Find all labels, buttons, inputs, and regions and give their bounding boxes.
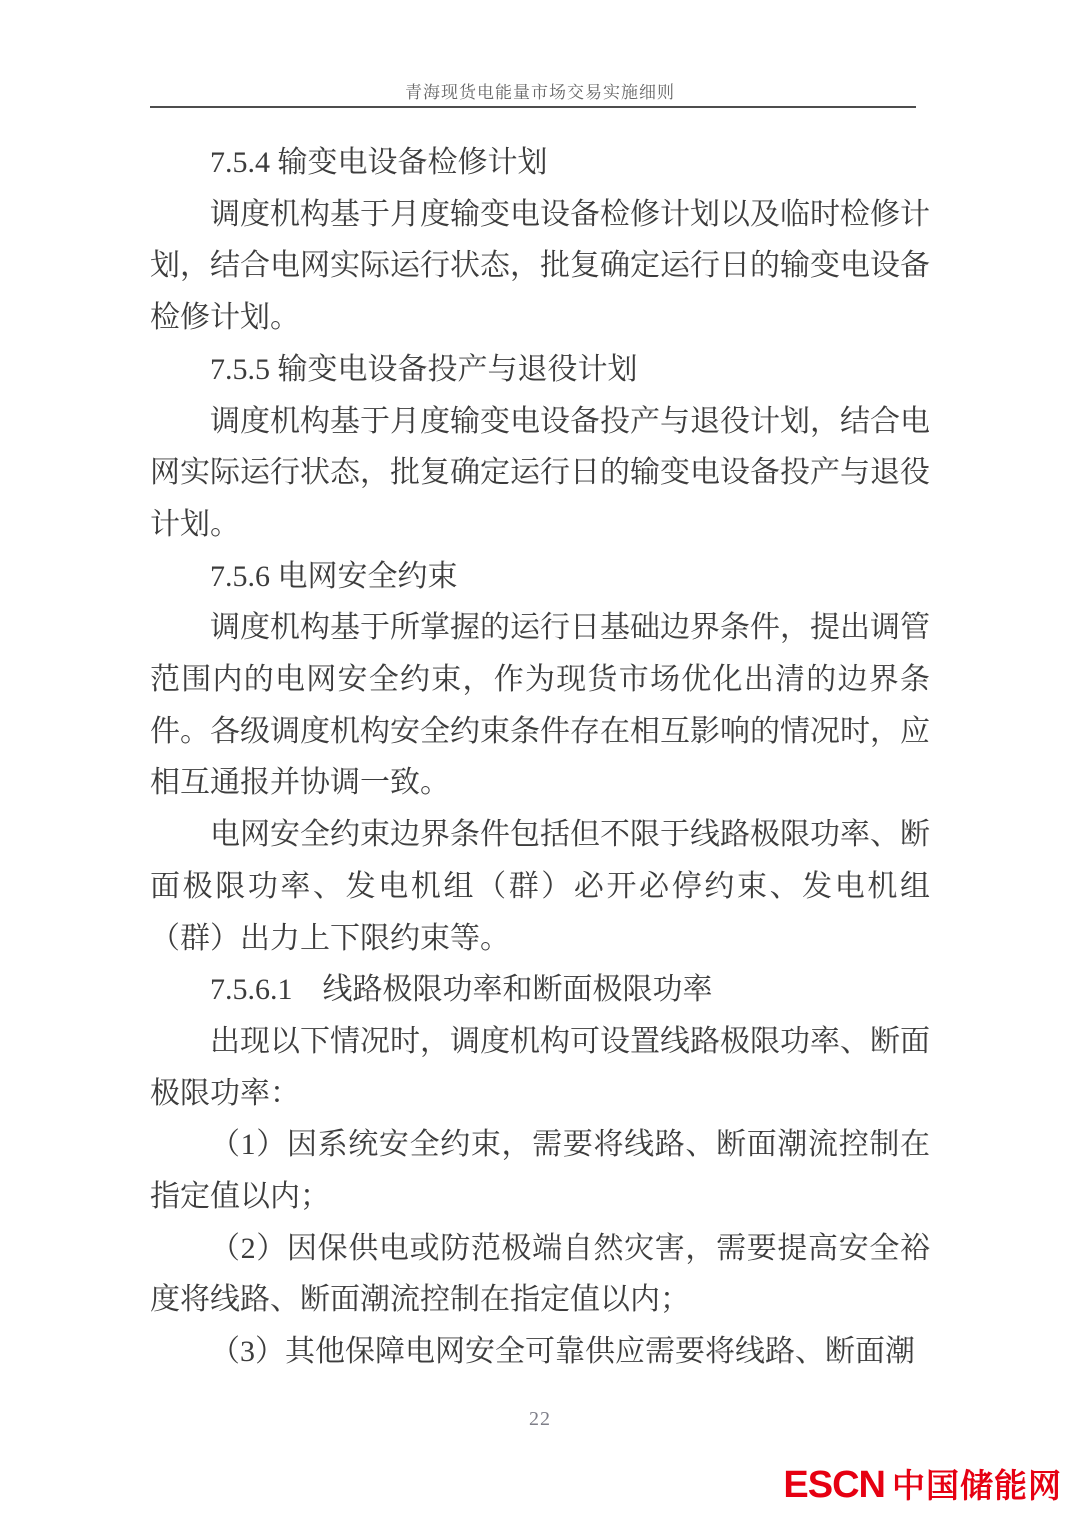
header-divider [150,106,916,108]
page-number: 22 [529,1408,551,1430]
document-title: 青海现货电能量市场交易实施细则 [405,83,675,102]
escn-logo-latin: ESCN [783,1464,885,1506]
paragraph: 出现以下情况时，调度机构可设置线路极限功率、断面极限功率： [150,1024,930,1110]
section-heading-7-5-4: 7.5.4 输变电设备检修计划 [210,146,548,179]
escn-logo-chinese: 中国储能网 [892,1467,1062,1504]
paragraph: 电网安全约束边界条件包括但不限于线路极限功率、断面极限功率、发电机组（群）必开必停约束、发电机组（群）出力上下限约束等。 [150,818,930,955]
running-header [0,0,1080,103]
paragraph: 调度机构基于月度输变电设备投产与退役计划，结合电网实际运行状态，批复确定运行日的输变电设备投产与退役计划。 [150,404,930,541]
document-body [150,137,930,1378]
list-item-3: （3）其他保障电网安全可靠供应需要将线路、断面潮 [210,1335,915,1369]
list-item-2: （2）因保供电或防范极端自然灾害，需要提高安全裕度将线路、断面潮流控制在指定值以内； [150,1231,930,1317]
paragraph: 调度机构基于月度输变电设备检修计划以及临时检修计划，结合电网实际运行状态，批复确定运行日的输变电设备检修计划。 [150,197,930,335]
section-heading-7-5-6-1: 7.5.6.1 线路极限功率和断面极限功率 [210,973,713,1007]
escn-watermark-logo [783,1466,1062,1512]
section-heading-7-5-6: 7.5.6 电网安全约束 [210,559,458,593]
list-item-1: （1）因系统安全约束，需要将线路、断面潮流控制在指定值以内； [150,1128,930,1214]
paragraph: 调度机构基于所掌握的运行日基础边界条件，提出调管范围内的电网安全约束，作为现货市场优化出清的边界条件。各级调度机构安全约束条件存在相互影响的情况时，应相互通报并协调一致。 [150,611,930,800]
section-heading-7-5-5: 7.5.5 输变电设备投产与退役计划 [210,352,638,386]
